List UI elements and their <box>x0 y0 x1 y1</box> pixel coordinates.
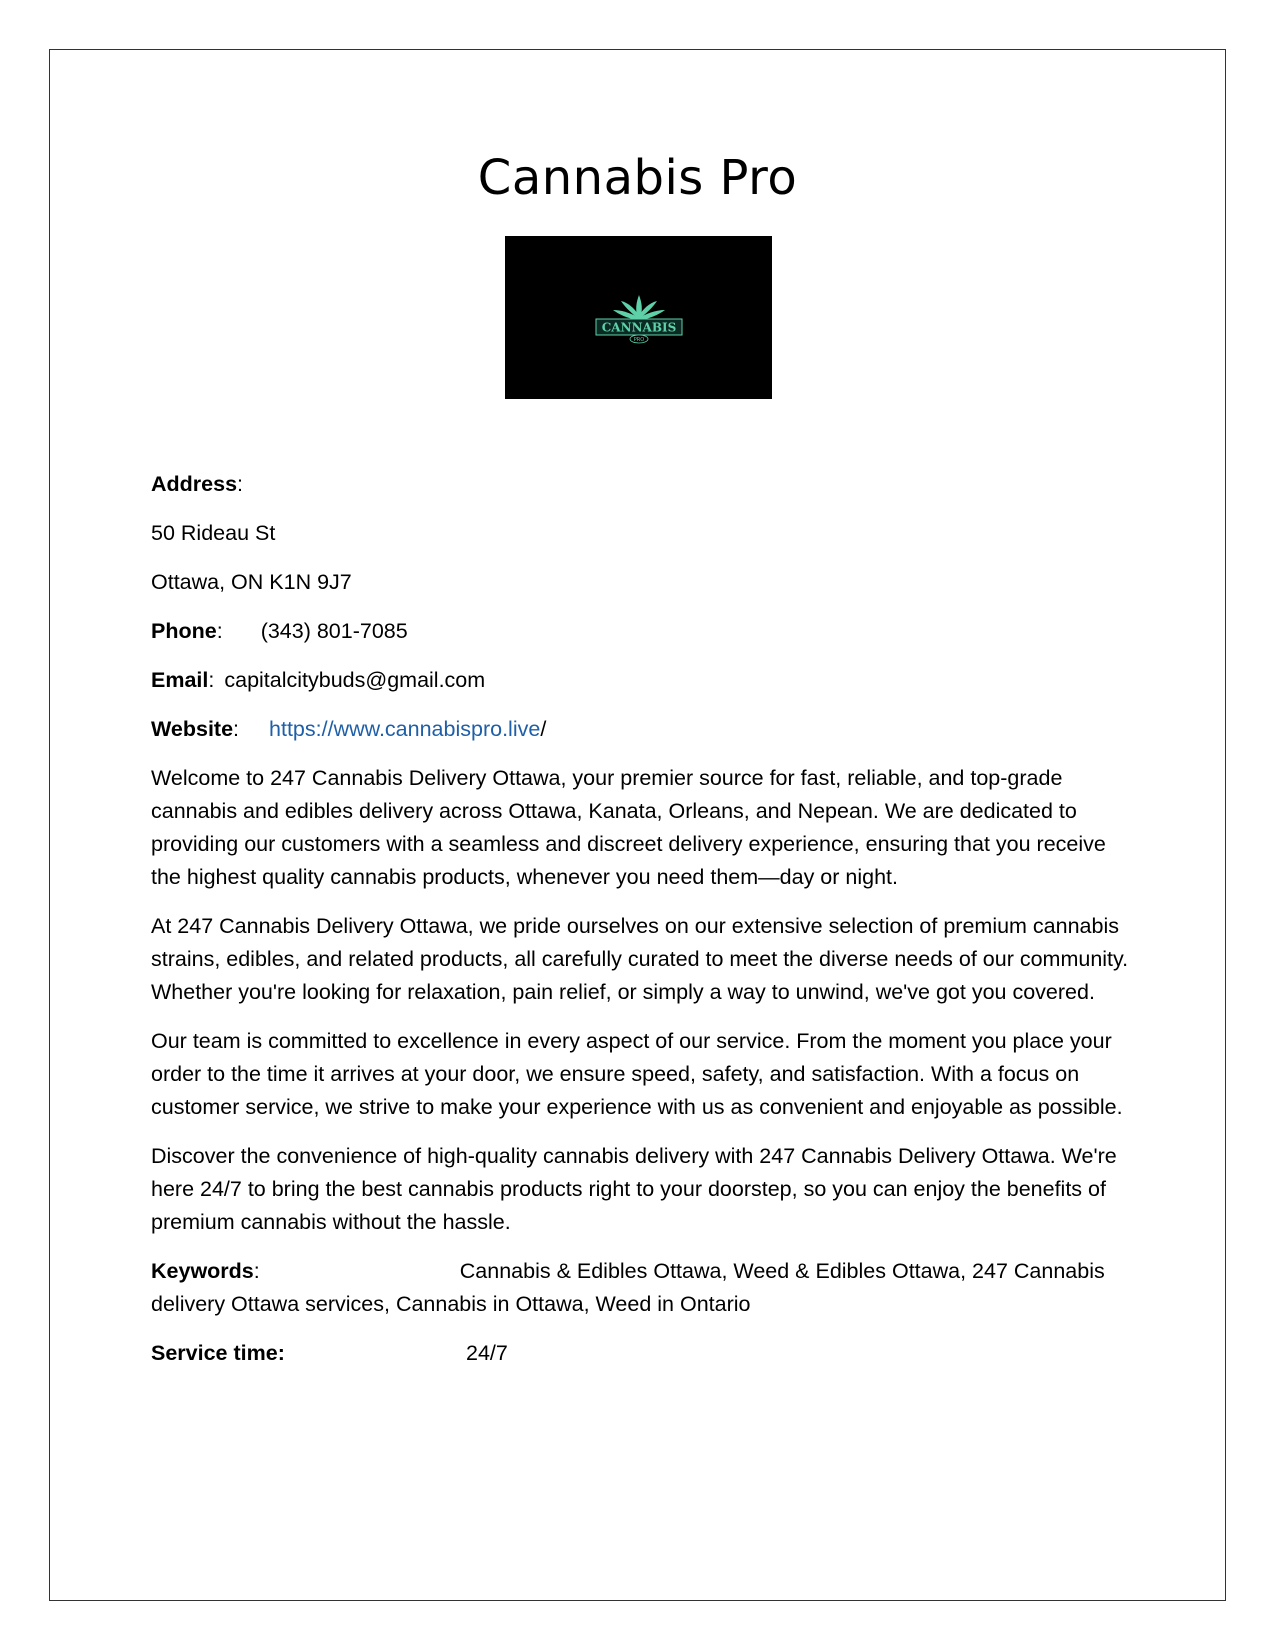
website-suffix: / <box>540 717 547 741</box>
logo-image <box>505 236 772 399</box>
paragraph-selection: At 247 Cannabis Delivery Ottawa, we pride ourselves on our extensive selection of premium cannabis strains, edibles, and related products, all carefully curated to meet the diverse needs of our community. Whether you're looking for relaxation, pain relief, or simply a way to unwind, we've got you covered. <box>151 914 1129 1004</box>
address-line-2: Ottawa, ON K1N 9J7 <box>151 570 352 594</box>
logo-text: CANNABIS <box>601 320 677 335</box>
paragraph-intro: Welcome to 247 Cannabis Delivery Ottawa, your premier source for fast, reliable, and top-grade cannabis and edibles delivery across Ottawa, Kanata, Orleans, and Nepean. We are dedicated to providing our customers with a seamless and discreet delivery experience, ensuring that you receive the highest quality cannabis products, whenever you need them—day or night. <box>151 766 1106 889</box>
website-line: Website: https://www.cannabispro.live/ <box>151 717 547 741</box>
website-link[interactable]: https://www.cannabispro.live <box>269 717 541 741</box>
keywords-value: Cannabis & Edibles Ottawa, Weed & Edibles Ottawa, 247 Cannabis delivery Ottawa services, Cannabis in Ottawa, Weed in Ontario <box>151 1259 1105 1316</box>
keywords-line: Keywords: Cannabis & Edibles Ottawa, Weed & Edibles Ottawa, 247 Cannabis delivery Ottawa services, Cannabis in Ottawa, Weed in Ontario <box>151 1259 1105 1316</box>
document-title: Cannabis Pro <box>477 150 798 206</box>
phone-line: Phone: (343) 801-7085 <box>151 619 408 643</box>
email-line: Email: capitalcitybuds@gmail.com <box>151 668 486 692</box>
email-value: capitalcitybuds@gmail.com <box>224 668 486 692</box>
keywords-label: Keywords <box>151 1259 254 1283</box>
service-time-label: Service time: <box>151 1341 285 1365</box>
paragraph-discover: Discover the convenience of high-quality cannabis delivery with 247 Cannabis Delivery Ottawa. We're here 24/7 to bring the best cannabis products right to your doorstep, so you can enjoy the benefits of premium cannabis without the hassle. <box>151 1144 1117 1234</box>
address-line-1: 50 Rideau St <box>151 521 276 545</box>
address-label: Address <box>151 472 238 496</box>
paragraph-team: Our team is committed to excellence in every aspect of our service. From the moment you place your order to the time it arrives at your door, we ensure speed, safety, and satisfaction. With a focus on customer service, we strive to make your experience with us as convenient and enjoyable as possible. <box>151 1029 1123 1119</box>
logo-subtext: PRO <box>633 337 645 343</box>
phone-value: (343) 801-7085 <box>260 619 408 643</box>
website-label: Website <box>151 717 234 741</box>
service-time-value: 24/7 <box>466 1341 508 1365</box>
address-label-line: Address: <box>151 472 244 496</box>
email-label: Email <box>151 668 209 692</box>
cannabis-leaf-logo-icon <box>593 293 685 347</box>
document-body <box>151 468 1131 1386</box>
phone-label: Phone <box>151 619 217 643</box>
service-time-line <box>151 1337 1131 1370</box>
